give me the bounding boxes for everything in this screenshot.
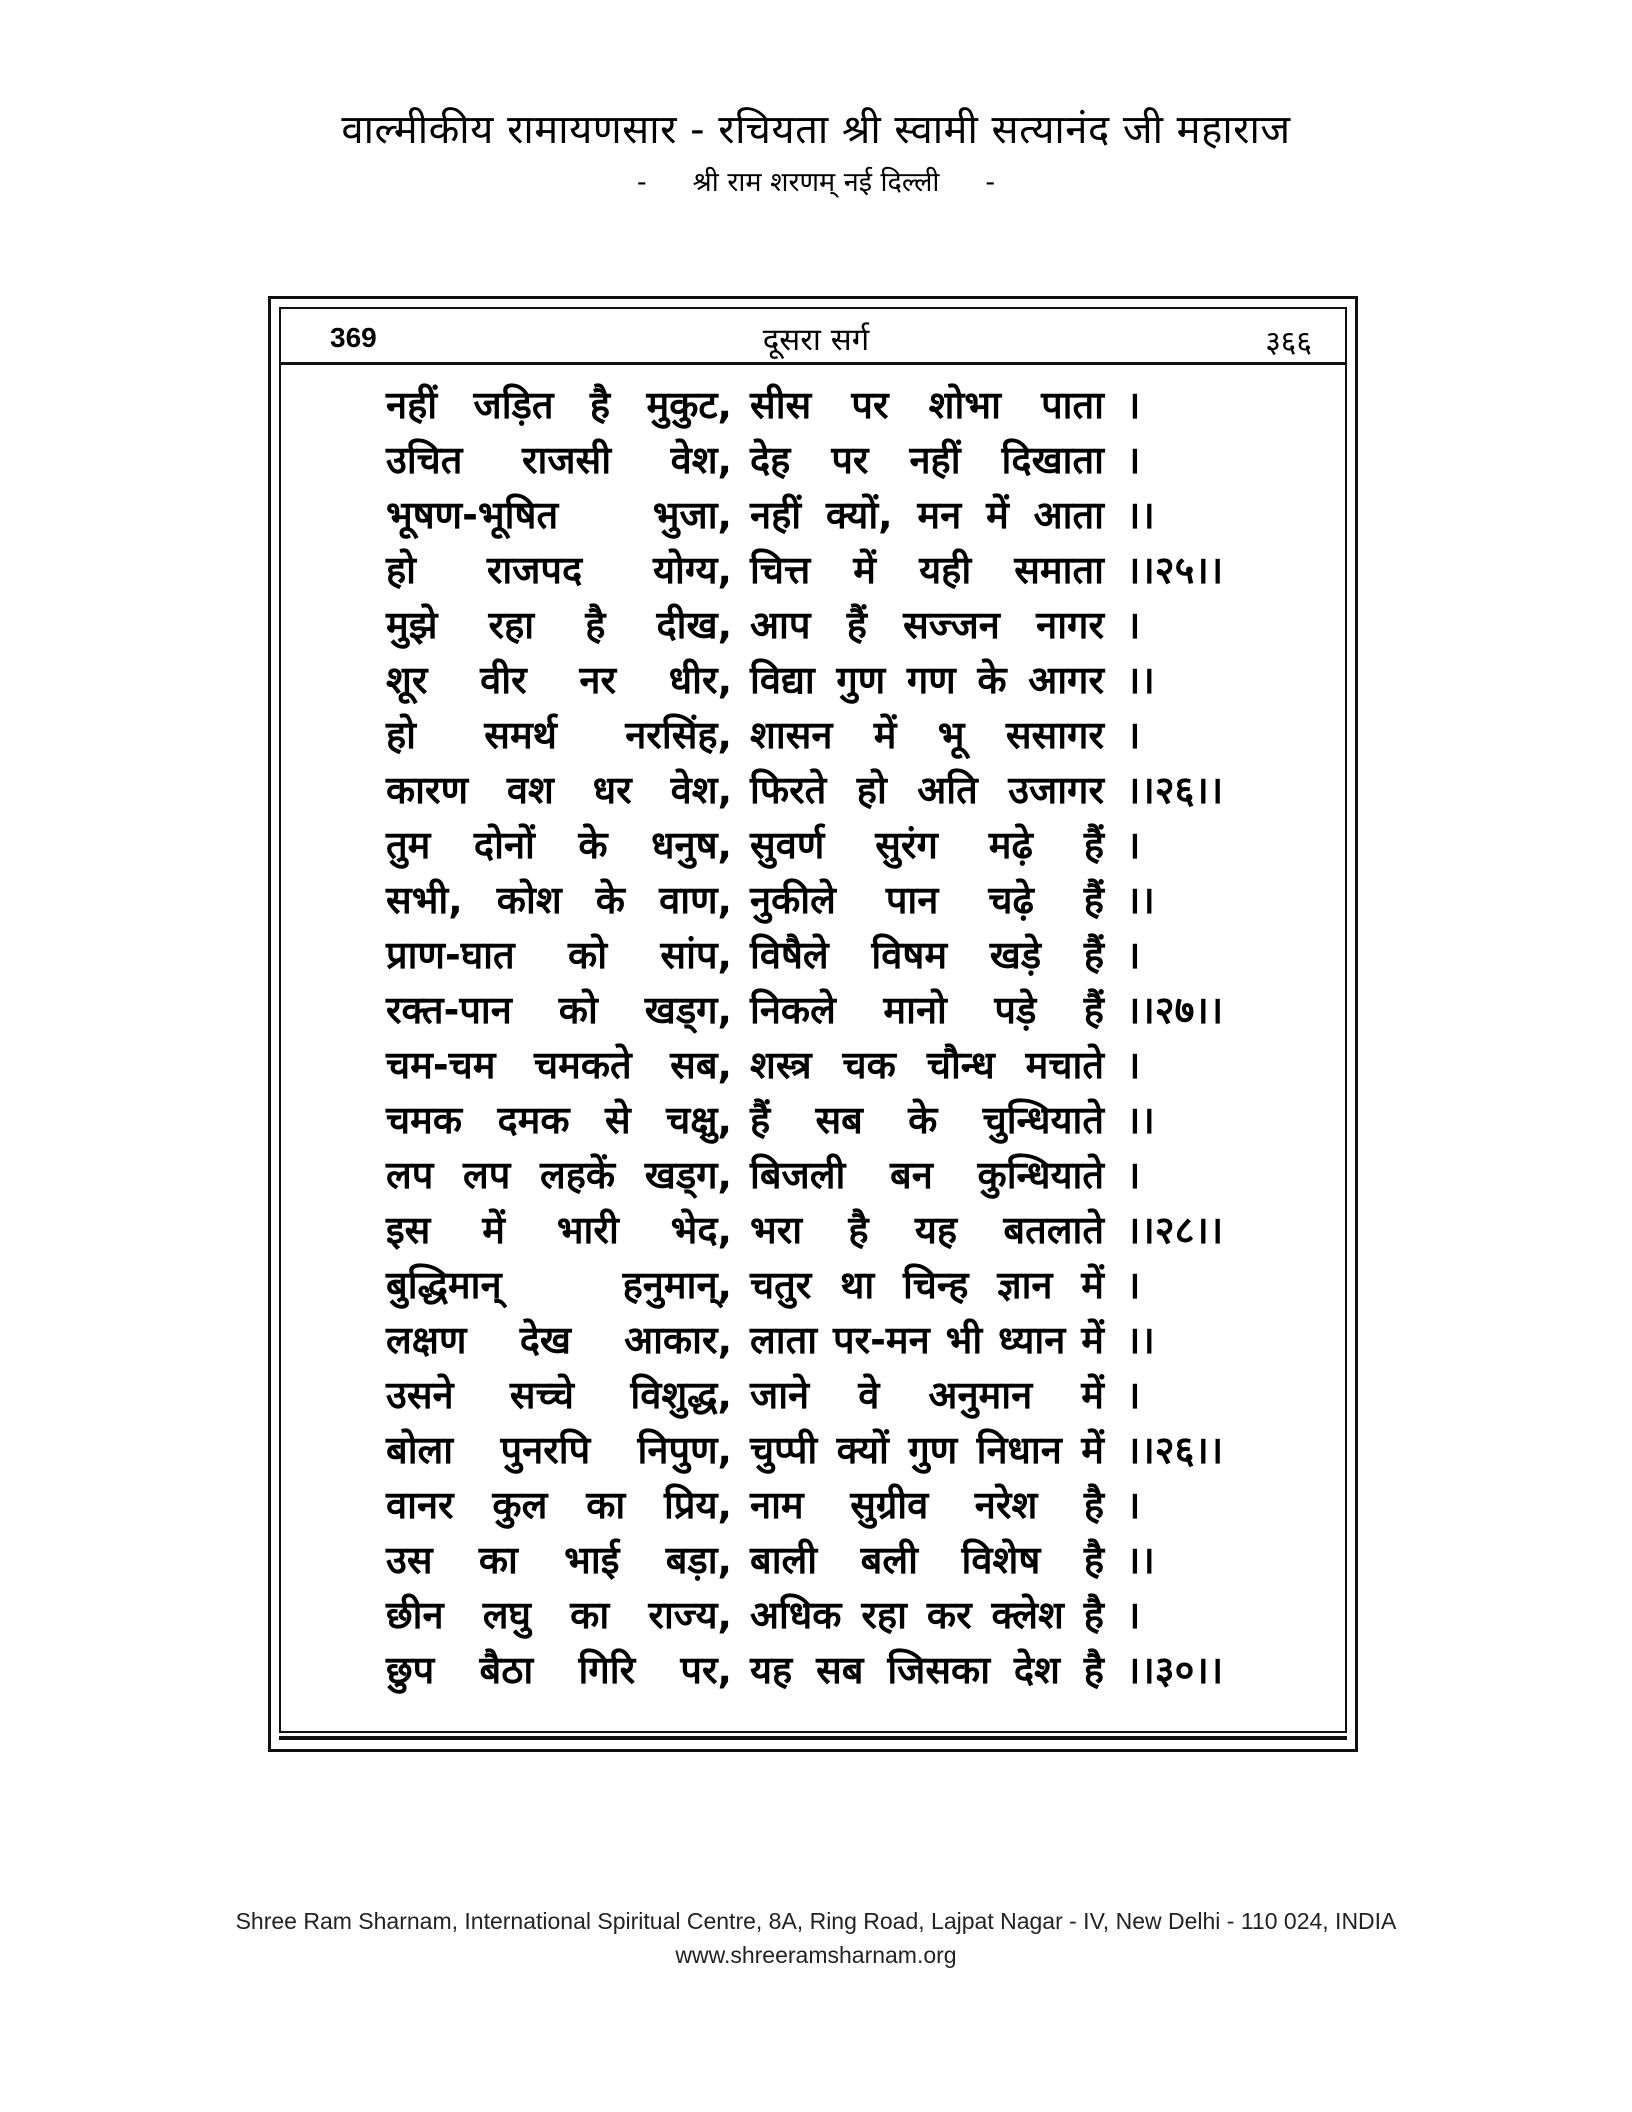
- verse-first-half: उचित राजसी वेश,: [386, 438, 732, 482]
- verse-line: [386, 983, 1286, 1038]
- verse-second-half: देह पर नहीं दिखाता: [750, 438, 1104, 482]
- verse-mark: ।: [1126, 933, 1141, 977]
- verse-second-half: शस्त्र चक चौन्ध मचाते: [750, 1043, 1104, 1087]
- verse-line: [386, 818, 1286, 873]
- verse-line: [386, 708, 1286, 763]
- verse-mark: ।।२६।।: [1126, 768, 1224, 812]
- verse-first-half: उसने सच्चे विशुद्ध,: [386, 1373, 732, 1417]
- verse-second-half: अधिक रहा कर क्लेश है: [750, 1593, 1104, 1637]
- subtitle-dash-right: -: [985, 167, 996, 198]
- verse-mark: ।: [1126, 1373, 1141, 1417]
- footer-address: Shree Ram Sharnam, International Spiritual Centre, 8A, Ring Road, Lajpat Nagar - IV, New Delhi - 110 024, INDIA: [235, 1908, 1397, 1934]
- verse-mark: ।: [1126, 383, 1141, 427]
- verse-line: [386, 1203, 1286, 1258]
- page-number-devanagari: ३६६: [1265, 325, 1312, 360]
- verse-line: [386, 543, 1286, 598]
- verse-mark: ।।२५।।: [1126, 548, 1224, 592]
- verse-second-half: सीस पर शोभा पाता: [750, 383, 1104, 427]
- verse-first-half: कारण वश धर वेश,: [386, 768, 732, 812]
- verse-second-half: बाली बली विशेष है: [750, 1538, 1104, 1582]
- verse-line: [386, 1368, 1286, 1423]
- verse-mark: ।।: [1126, 878, 1155, 922]
- verse-first-half: इस में भारी भेद,: [386, 1208, 732, 1252]
- verse-line: [386, 1423, 1286, 1478]
- verse-first-half: बुद्धिमान् हनुमान्,: [386, 1263, 732, 1307]
- verse-mark: ।।२६।।: [1126, 1428, 1224, 1472]
- verse-second-half: नुकीले पान चढ़े हैं: [750, 878, 1104, 922]
- verse-first-half: भूषण-भूषित भुजा,: [386, 493, 732, 537]
- verse-mark: ।: [1126, 1263, 1141, 1307]
- verse-second-half: आप हैं सज्जन नागर: [750, 603, 1104, 647]
- verse-mark: ।: [1126, 1043, 1141, 1087]
- subtitle-text: श्री राम शरणम् नई दिल्ली: [692, 167, 940, 198]
- verse-first-half: छुप बैठा गिरि पर,: [386, 1648, 732, 1692]
- verse-line: [386, 1533, 1286, 1588]
- document-title: वाल्मीकीय रामायणसार - रचियता श्री स्वामी सत्यानंद जी महाराज: [341, 107, 1291, 153]
- header-rule: [281, 362, 1345, 365]
- verse-second-half: फिरते हो अति उजागर: [750, 768, 1104, 812]
- chapter-title: दूसरा सर्ग: [762, 322, 870, 358]
- document-subtitle: [0, 162, 1632, 199]
- verse-mark: ।।२७।।: [1126, 988, 1224, 1032]
- verse-second-half: चित्त में यही समाता: [750, 548, 1104, 592]
- verse-mark: ।: [1126, 713, 1141, 757]
- verse-line: [386, 653, 1286, 708]
- verse-second-half: हैं सब के चुन्धियाते: [750, 1098, 1104, 1142]
- verse-second-half: सुवर्ण सुरंग मढ़े हैं: [750, 823, 1104, 867]
- verse-first-half: सभी, कोश के वाण,: [386, 878, 732, 922]
- verse-second-half: बिजली बन कुन्धियाते: [750, 1153, 1104, 1197]
- verse-first-half: रक्त-पान को खड्ग,: [386, 988, 732, 1032]
- page-number-arabic: 369: [330, 322, 377, 353]
- verse-mark: ।: [1126, 1483, 1141, 1527]
- verse-line: [386, 378, 1286, 433]
- verse-second-half: विषैले विषम खड़े हैं: [750, 933, 1104, 977]
- verse-line: [386, 1478, 1286, 1533]
- verse-block: [386, 378, 1286, 1698]
- verse-second-half: चुप्पी क्यों गुण निधान में: [750, 1428, 1104, 1472]
- verse-first-half: चम-चम चमकते सब,: [386, 1043, 732, 1087]
- verse-second-half: शासन में भू ससागर: [750, 713, 1104, 757]
- verse-line: [386, 1643, 1286, 1698]
- verse-line: [386, 598, 1286, 653]
- verse-line: [386, 928, 1286, 983]
- verse-mark: ।।: [1126, 658, 1155, 702]
- verse-mark: ।।२८।।: [1126, 1208, 1224, 1252]
- verse-first-half: तुम दोनों के धनुष,: [386, 823, 732, 867]
- verse-mark: ।।: [1126, 493, 1155, 537]
- verse-line: [386, 1148, 1286, 1203]
- verse-mark: ।: [1126, 603, 1141, 647]
- verse-first-half: हो समर्थ नरसिंह,: [386, 713, 732, 757]
- verse-first-half: शूर वीर नर धीर,: [386, 658, 732, 702]
- verse-mark: ।।: [1126, 1538, 1155, 1582]
- verse-second-half: चतुर था चिन्ह ज्ञान में: [750, 1263, 1104, 1307]
- verse-second-half: विद्या गुण गण के आगर: [750, 658, 1104, 702]
- verse-first-half: हो राजपद योग्य,: [386, 548, 732, 592]
- verse-second-half: भरा है यह बतलाते: [750, 1208, 1104, 1252]
- verse-second-half: जाने वे अनुमान में: [750, 1373, 1104, 1417]
- verse-first-half: चमक दमक से चक्षु,: [386, 1098, 732, 1142]
- verse-first-half: मुझे रहा है दीख,: [386, 603, 732, 647]
- verse-first-half: वानर कुल का प्रिय,: [386, 1483, 732, 1527]
- verse-line: [386, 1258, 1286, 1313]
- verse-first-half: बोला पुनरपि निपुण,: [386, 1428, 732, 1472]
- frame-bottom-rule: [279, 1736, 1347, 1740]
- verse-first-half: प्राण-घात को सांप,: [386, 933, 732, 977]
- subtitle-dash-left: -: [636, 167, 647, 198]
- verse-first-half: लप लप लहकें खड्ग,: [386, 1153, 732, 1197]
- verse-line: [386, 1588, 1286, 1643]
- verse-second-half: लाता पर-मन भी ध्यान में: [750, 1318, 1104, 1362]
- verse-line: [386, 433, 1286, 488]
- verse-second-half: नाम सुग्रीव नरेश है: [750, 1483, 1104, 1527]
- verse-first-half: नहीं जड़ित है मुकुट,: [386, 383, 732, 427]
- verse-first-half: उस का भाई बड़ा,: [386, 1538, 732, 1582]
- verse-mark: ।।३०।।: [1126, 1648, 1224, 1692]
- verse-mark: ।।: [1126, 1318, 1155, 1362]
- verse-first-half: लक्षण देख आकार,: [386, 1318, 732, 1362]
- verse-mark: ।: [1126, 1593, 1141, 1637]
- verse-mark: ।: [1126, 1153, 1141, 1197]
- verse-second-half: निकले मानो पड़े हैं: [750, 988, 1104, 1032]
- verse-second-half: यह सब जिसका देश है: [750, 1648, 1104, 1692]
- verse-line: [386, 1093, 1286, 1148]
- verse-mark: ।: [1126, 823, 1141, 867]
- verse-second-half: नहीं क्यों, मन में आता: [750, 493, 1104, 537]
- verse-mark: ।: [1126, 438, 1141, 482]
- verse-line: [386, 1313, 1286, 1368]
- verse-line: [386, 763, 1286, 818]
- verse-line: [386, 488, 1286, 543]
- verse-mark: ।।: [1126, 1098, 1155, 1142]
- verse-first-half: छीन लघु का राज्य,: [386, 1593, 732, 1637]
- verse-line: [386, 873, 1286, 928]
- verse-line: [386, 1038, 1286, 1093]
- footer-website: www.shreeramsharnam.org: [675, 1942, 957, 1968]
